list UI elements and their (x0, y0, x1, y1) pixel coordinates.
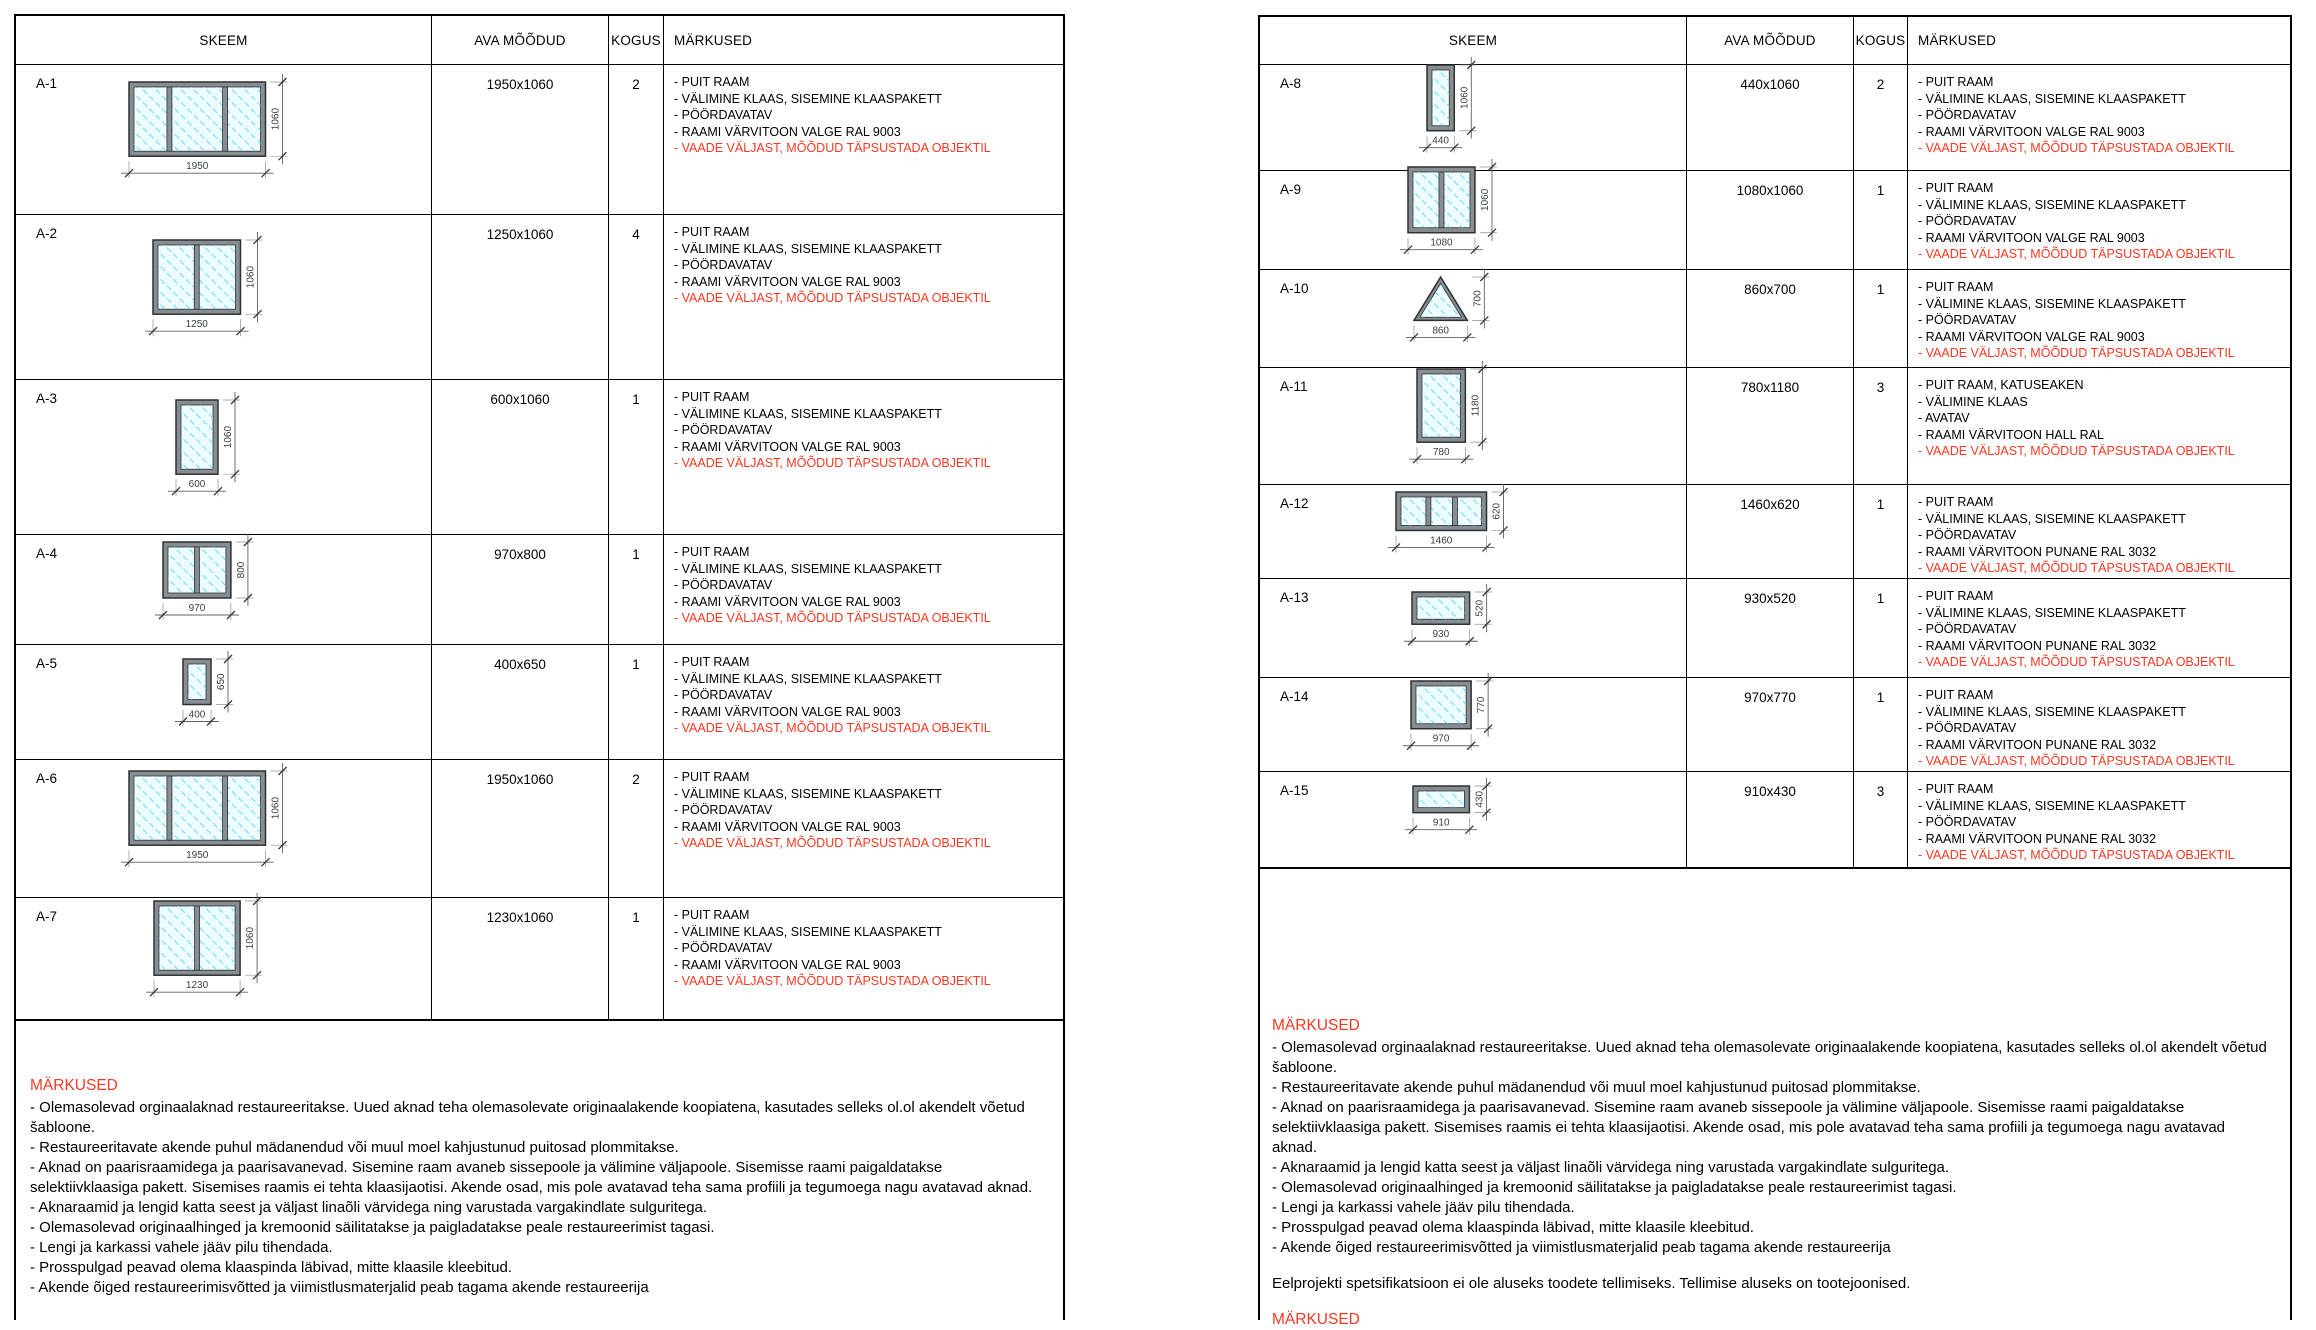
note-line: - PÖÖRDAVATAV (674, 423, 773, 437)
svg-text:770: 770 (1476, 696, 1488, 713)
note-line-red: - VAADE VÄLJAST, MÕÕDUD TÄPSUSTADA OBJEKTIL (1918, 655, 2235, 669)
window-drawing-box (96, 380, 346, 534)
ava-moodud-cell: 1950x1060 (432, 65, 609, 214)
table-row (16, 64, 1063, 214)
markused-cell (1908, 485, 2290, 578)
markused-cell (1908, 65, 2290, 170)
footer-note-item: - Akende õiged restaureerimisvõtted ja viimistlusmaterjalid peab tagama akende restaureerija (30, 1279, 649, 1296)
table-row (1260, 578, 2290, 677)
markused-cell (1908, 368, 2290, 484)
svg-text:650: 650 (216, 673, 227, 691)
note-line-red: - VAADE VÄLJAST, MÕÕDUD TÄPSUSTADA OBJEKTIL (1918, 141, 2235, 155)
footer-notes-title: MÄRKUSED (30, 1077, 118, 1094)
window-drawing (127, 80, 316, 198)
window-schedule-table (1260, 17, 2290, 869)
ava-moodud-cell: 1950x1060 (432, 760, 609, 897)
window-drawing-box (96, 65, 346, 214)
skeem-cell (16, 645, 432, 759)
footer-note-item: - Prosspulgad peavad olema klaaspinda läbivad, mitte klaasile kleebitud. (30, 1259, 512, 1276)
window-id-label: A-10 (1280, 281, 1309, 296)
kogus-cell: 1 (1854, 579, 1908, 677)
window-drawing-box (1340, 772, 1590, 867)
footer-notes-title-2: MÄRKUSED (1272, 1311, 1360, 1328)
footer-note-item: - Aknad on paarisraamidega ja paarisavanevad. Sisemine raam avaneb sissepoole ja välimine väljapoole. Sisemisse raami paigaldatakse selektiivklaasiga pakett. Sisemises raamis ei tehta klaasijaotisi. Akende osad, mis pole avatavad teha sama profiili ja tegumoega nagu avatavad aknad. (30, 1159, 1033, 1196)
table-header-row (16, 16, 1063, 64)
window-drawing (181, 657, 261, 747)
table-row (16, 214, 1063, 379)
kogus-cell: 4 (609, 215, 664, 379)
footer-note-item: - Olemasolevad originaalhinged ja kremoonid säilitatakse ja paigladatakse peale restaureerimist tagasi. (1272, 1179, 1957, 1196)
footer-note-item: - Aknaraamid ja lengid katta seest ja väljast linaõli värvidega ning varustada vargakindlate sulguritega. (1272, 1159, 1950, 1176)
table-row (1260, 484, 2290, 578)
svg-text:620: 620 (1491, 503, 1503, 520)
svg-text:1060: 1060 (223, 425, 234, 449)
note-line: - VÄLIMINE KLAAS, SISEMINE KLAASPAKETT (674, 924, 942, 939)
column-header-markused: MÄRKUSED (1918, 33, 1997, 48)
skeem-cell (1260, 772, 1687, 867)
markused-cell (664, 760, 1063, 897)
svg-text:970: 970 (188, 602, 206, 614)
footer-note-item: - Lengi ja karkassi vahele jääv pilu tihendada. (1272, 1199, 1575, 1216)
markused-cell (1908, 579, 2290, 677)
note-line-red: - VAADE VÄLJAST, MÕÕDUD TÄPSUSTADA OBJEKTIL (1918, 561, 2235, 575)
window-drawing (1411, 784, 1519, 855)
note-line: - PÖÖRDAVATAV (674, 688, 773, 702)
skeem-cell (1260, 485, 1687, 578)
svg-text:930: 930 (1432, 629, 1450, 641)
markused-cell (664, 65, 1063, 214)
window-drawing-box (96, 535, 346, 644)
note-line: - VÄLIMINE KLAAS, SISEMINE KLAASPAKETT (1918, 605, 2186, 620)
table-row (1260, 269, 2290, 367)
footer-note-item: - Restaureeritavate akende puhul mädanendud või muul moel kahjustunud puitosad plommitakse. (30, 1139, 679, 1156)
note-line: - PÖÖRDAVATAV (1918, 721, 2017, 735)
ava-moodud-cell: 930x520 (1687, 579, 1854, 677)
table-row (16, 534, 1063, 644)
note-line: - PÖÖRDAVATAV (674, 578, 773, 592)
skeem-cell (1260, 270, 1687, 367)
column-header-ava: AVA MÕÕDUD (432, 16, 609, 64)
window-id-label: A-13 (1280, 590, 1309, 605)
ava-moodud-cell: 780x1180 (1687, 368, 1854, 484)
note-line-red: - VAADE VÄLJAST, MÕÕDUD TÄPSUSTADA OBJEKTIL (674, 141, 991, 155)
note-line: - RAAMI VÄRVITOON VALGE RAL 9003 (674, 274, 901, 289)
window-drawing (1415, 367, 1515, 484)
svg-text:910: 910 (1432, 817, 1450, 829)
column-header-markused: MÄRKUSED (674, 32, 753, 48)
note-line: - VÄLIMINE KLAAS, SISEMINE KLAASPAKETT (674, 786, 942, 801)
skeem-cell (16, 898, 432, 1019)
note-line: - RAAMI VÄRVITOON VALGE RAL 9003 (674, 704, 901, 719)
note-line: - RAAMI VÄRVITOON VALGE RAL 9003 (674, 819, 901, 834)
ava-moodud-cell: 600x1060 (432, 380, 609, 534)
note-line: - VÄLIMINE KLAAS, SISEMINE KLAASPAKETT (674, 406, 942, 421)
skeem-cell (1260, 171, 1687, 269)
window-drawing-box (1340, 171, 1590, 269)
kogus-cell: 1 (609, 645, 664, 759)
note-line: - PUIT RAAM (674, 545, 750, 559)
table-row (1260, 677, 2290, 771)
footer-notes-items (30, 1098, 1042, 1298)
kogus-cell: 2 (609, 65, 664, 214)
note-line: - RAAMI VÄRVITOON PUNANE RAL 3032 (1918, 544, 2157, 559)
kogus-cell: 1 (609, 535, 664, 644)
window-id-label: A-11 (1280, 379, 1308, 394)
window-id-label: A-15 (1280, 783, 1309, 798)
ava-moodud-cell: 970x770 (1687, 678, 1854, 771)
note-line: - VÄLIMINE KLAAS, SISEMINE KLAASPAKETT (674, 241, 942, 256)
window-drawing-box (96, 215, 346, 379)
ava-moodud-cell: 910x430 (1687, 772, 1854, 867)
note-line: - PÖÖRDAVATAV (1918, 108, 2017, 122)
note-line: - PUIT RAAM (1918, 495, 1994, 509)
window-drawing (1425, 63, 1504, 173)
column-header-kogus: KOGUS (1854, 17, 1908, 64)
table-header-row (1260, 17, 2290, 64)
note-line: - VÄLIMINE KLAAS (1918, 394, 2028, 409)
markused-cell (1908, 772, 2290, 867)
table-row (16, 759, 1063, 897)
kogus-cell: 2 (1854, 65, 1908, 170)
ava-moodud-cell: 1080x1060 (1687, 171, 1854, 269)
window-drawing (1410, 590, 1520, 666)
window-id-label: A-3 (36, 391, 58, 406)
footer-note-item: - Lengi ja karkassi vahele jääv pilu tihendada. (30, 1239, 333, 1256)
window-drawing (152, 899, 290, 1017)
window-drawing-box (96, 760, 346, 897)
skeem-cell (16, 535, 432, 644)
window-id-label: A-2 (36, 226, 58, 241)
kogus-cell: 1 (609, 898, 664, 1019)
skeem-cell (1260, 678, 1687, 771)
ava-moodud-cell: 970x800 (432, 535, 609, 644)
note-line-red: - VAADE VÄLJAST, MÕÕDUD TÄPSUSTADA OBJEKTIL (674, 721, 991, 735)
footer-note-item: - Prosspulgad peavad olema klaaspinda läbivad, mitte klaasile kleebitud. (1272, 1219, 1754, 1236)
note-line: - PUIT RAAM (674, 225, 750, 239)
kogus-cell: 1 (1854, 485, 1908, 578)
window-drawing (161, 540, 281, 640)
kogus-cell: 1 (1854, 270, 1908, 367)
column-header-ava: AVA MÕÕDUD (1687, 17, 1854, 64)
note-line: - PÖÖRDAVATAV (1918, 313, 2017, 327)
note-line: - PÖÖRDAVATAV (674, 108, 773, 122)
window-drawing-box (1340, 485, 1590, 578)
note-line: - VÄLIMINE KLAAS, SISEMINE KLAASPAKETT (1918, 91, 2186, 106)
footer-note-item: - Restaureeritavate akende puhul mädanendud või muul moel kahjustunud puitosad plommitakse. (1272, 1079, 1921, 1096)
skeem-cell (16, 65, 432, 214)
svg-text:970: 970 (1432, 733, 1450, 745)
note-line: - VÄLIMINE KLAAS, SISEMINE KLAASPAKETT (674, 671, 942, 686)
footer-note-item: - Aknaraamid ja lengid katta seest ja väljast linaõli värvidega ning varustada vargakindlate sulguritega. (30, 1199, 708, 1216)
window-drawing (1409, 679, 1521, 771)
note-line: - RAAMI VÄRVITOON PUNANE RAL 3032 (1918, 638, 2157, 653)
note-line: - RAAMI VÄRVITOON VALGE RAL 9003 (674, 439, 901, 454)
footer-notes-right (1272, 1016, 2272, 1330)
window-drawing (1394, 490, 1537, 572)
table-row (1260, 771, 2290, 867)
note-line: - RAAMI VÄRVITOON VALGE RAL 9003 (1918, 230, 2145, 245)
svg-text:1230: 1230 (185, 980, 209, 992)
markused-cell (664, 898, 1063, 1019)
note-line: - PUIT RAAM (1918, 589, 1994, 603)
window-schedule-table (16, 16, 1063, 1021)
window-drawing (1406, 165, 1525, 275)
window-drawing-box (96, 898, 346, 1019)
kogus-cell: 3 (1854, 772, 1908, 867)
svg-text:1250: 1250 (185, 319, 209, 331)
svg-text:1060: 1060 (245, 927, 257, 950)
skeem-cell (16, 215, 432, 379)
svg-text:780: 780 (1432, 447, 1450, 459)
footer-notes-title: MÄRKUSED (1272, 1017, 1360, 1034)
window-id-label: A-5 (36, 656, 58, 671)
note-line: - VÄLIMINE KLAAS, SISEMINE KLAASPAKETT (1918, 197, 2186, 212)
window-drawing (1412, 275, 1517, 362)
window-drawing (127, 769, 316, 887)
note-line: - PÖÖRDAVATAV (1918, 815, 2017, 829)
ava-moodud-cell: 400x650 (432, 645, 609, 759)
note-line: - PUIT RAAM, KATUSEAKEN (1918, 378, 2084, 392)
footer-note-item: - Olemasolevad orginaalaknad restaureeritakse. Uued aknad teha olemasolevate originaalakende koopiatena, kasutades selleks ol.ol akendelt võetud šabloone. (30, 1099, 1025, 1136)
svg-text:700: 700 (1472, 290, 1484, 307)
note-line: - VÄLIMINE KLAAS, SISEMINE KLAASPAKETT (674, 91, 942, 106)
svg-text:520: 520 (1474, 599, 1486, 617)
disclaimer-text: Eelprojekti spetsifikatsioon ei ole aluseks toodete tellimiseks. Tellimise aluseks on tootejoonised. (1272, 1275, 1911, 1292)
note-line: - VÄLIMINE KLAAS, SISEMINE KLAASPAKETT (674, 561, 942, 576)
window-drawing (174, 398, 268, 516)
table-row (16, 897, 1063, 1019)
svg-text:1060: 1060 (1479, 188, 1491, 212)
kogus-cell: 1 (609, 380, 664, 534)
table-row (16, 644, 1063, 759)
note-line-red: - VAADE VÄLJAST, MÕÕDUD TÄPSUSTADA OBJEKTIL (674, 836, 991, 850)
note-line-red: - VAADE VÄLJAST, MÕÕDUD TÄPSUSTADA OBJEKTIL (1918, 848, 2235, 862)
column-header-kogus: KOGUS (609, 16, 664, 64)
footer-notes-left (30, 1076, 1042, 1298)
svg-text:400: 400 (188, 709, 206, 721)
window-drawing-box (96, 645, 346, 759)
note-line: - PUIT RAAM (1918, 181, 1994, 195)
kogus-cell: 2 (609, 760, 664, 897)
column-header-skeem: SKEEM (1260, 17, 1687, 64)
note-line: - VÄLIMINE KLAAS, SISEMINE KLAASPAKETT (1918, 296, 2186, 311)
kogus-cell: 1 (1854, 678, 1908, 771)
window-id-label: A-8 (1280, 76, 1302, 91)
skeem-cell (1260, 65, 1687, 170)
window-id-label: A-14 (1280, 689, 1309, 704)
note-line: - PÖÖRDAVATAV (674, 941, 773, 955)
svg-text:600: 600 (188, 479, 206, 491)
note-line-red: - VAADE VÄLJAST, MÕÕDUD TÄPSUSTADA OBJEKTIL (674, 611, 991, 625)
window-drawing-box (1340, 678, 1590, 771)
note-line: - PÖÖRDAVATAV (1918, 622, 2017, 636)
note-line: - RAAMI VÄRVITOON PUNANE RAL 3032 (1918, 831, 2157, 846)
ava-moodud-cell: 1250x1060 (432, 215, 609, 379)
note-line: - PUIT RAAM (674, 75, 750, 89)
note-line-red: - VAADE VÄLJAST, MÕÕDUD TÄPSUSTADA OBJEKTIL (1918, 754, 2235, 768)
footer-note-item: - Olemasolevad orginaalaknad restaureeritakse. Uued aknad teha olemasolevate originaalakende koopiatena, kasutades selleks ol.ol akendelt võetud šabloone. (1272, 1039, 2267, 1076)
ava-moodud-cell: 1460x620 (1687, 485, 1854, 578)
svg-text:1950: 1950 (185, 850, 209, 862)
markused-cell (1908, 171, 2290, 269)
note-line: - PÖÖRDAVATAV (674, 803, 773, 817)
skeem-cell (1260, 579, 1687, 677)
ava-moodud-cell: 860x700 (1687, 270, 1854, 367)
window-drawing-box (1340, 270, 1590, 367)
table-row (1260, 170, 2290, 269)
note-line: - PÖÖRDAVATAV (1918, 214, 2017, 228)
svg-text:1060: 1060 (1459, 86, 1471, 109)
note-line: - PUIT RAAM (674, 390, 750, 404)
kogus-cell: 1 (1854, 171, 1908, 269)
note-line: - PUIT RAAM (1918, 280, 1994, 294)
window-drawing (151, 238, 291, 356)
note-line: - PUIT RAAM (1918, 782, 1994, 796)
table-row (1260, 367, 2290, 484)
markused-cell (664, 380, 1063, 534)
note-line-red: - VAADE VÄLJAST, MÕÕDUD TÄPSUSTADA OBJEKTIL (674, 974, 991, 988)
note-line: - VÄLIMINE KLAAS, SISEMINE KLAASPAKETT (1918, 798, 2186, 813)
svg-text:430: 430 (1474, 791, 1486, 808)
footer-note-item: - Aknad on paarisraamidega ja paarisavanevad. Sisemine raam avaneb sissepoole ja välimine väljapoole. Sisemisse raami paigaldatakse selektiivklaasiga pakett. Sisemises raamis ei tehta klaasijaotisi. Akende osad, mis pole avatavad teha sama profiili ja tegumoega nagu avatavad aknad. (1272, 1099, 2226, 1156)
note-line-red: - VAADE VÄLJAST, MÕÕDUD TÄPSUSTADA OBJEKTIL (1918, 346, 2235, 360)
window-id-label: A-4 (36, 546, 58, 561)
svg-text:860: 860 (1432, 325, 1450, 337)
note-line: - RAAMI VÄRVITOON PUNANE RAL 3032 (1918, 737, 2157, 752)
note-line: - RAAMI VÄRVITOON VALGE RAL 9003 (674, 124, 901, 139)
note-line-red: - VAADE VÄLJAST, MÕÕDUD TÄPSUSTADA OBJEKTIL (674, 291, 991, 305)
note-line: - PUIT RAAM (1918, 75, 1994, 89)
svg-text:1080: 1080 (1429, 237, 1453, 249)
note-line: - RAAMI VÄRVITOON VALGE RAL 9003 (674, 594, 901, 609)
markused-cell (664, 645, 1063, 759)
markused-cell (664, 215, 1063, 379)
table-row (16, 379, 1063, 534)
svg-text:440: 440 (1432, 135, 1450, 147)
column-header-skeem: SKEEM (16, 16, 432, 64)
note-line-red: - VAADE VÄLJAST, MÕÕDUD TÄPSUSTADA OBJEKTIL (1918, 444, 2235, 458)
note-line: - PUIT RAAM (674, 770, 750, 784)
note-line: - VÄLIMINE KLAAS, SISEMINE KLAASPAKETT (1918, 704, 2186, 719)
skeem-cell (16, 380, 432, 534)
note-line-red: - VAADE VÄLJAST, MÕÕDUD TÄPSUSTADA OBJEKTIL (1918, 247, 2235, 261)
kogus-cell: 3 (1854, 368, 1908, 484)
skeem-cell (1260, 368, 1687, 484)
markused-cell (1908, 270, 2290, 367)
window-drawing-box (1340, 368, 1590, 484)
svg-text:1060: 1060 (245, 265, 257, 289)
window-id-label: A-6 (36, 771, 58, 786)
table-row (1260, 64, 2290, 170)
ava-moodud-cell: 440x1060 (1687, 65, 1854, 170)
ava-moodud-cell: 1230x1060 (432, 898, 609, 1019)
svg-text:1460: 1460 (1429, 535, 1453, 547)
svg-text:1060: 1060 (270, 108, 282, 131)
note-line: - PUIT RAAM (674, 908, 750, 922)
window-id-label: A-9 (1280, 182, 1302, 197)
svg-text:800: 800 (235, 561, 247, 578)
note-line: - AVATAV (1918, 411, 1970, 425)
note-line: - RAAMI VÄRVITOON VALGE RAL 9003 (674, 957, 901, 972)
markused-cell (1908, 678, 2290, 771)
window-id-label: A-1 (36, 76, 58, 91)
note-line: - PÖÖRDAVATAV (674, 258, 773, 272)
window-id-label: A-12 (1280, 496, 1309, 511)
window-id-label: A-7 (36, 909, 58, 924)
window-drawing-box (1340, 65, 1590, 170)
svg-text:1950: 1950 (185, 161, 209, 173)
note-line: - RAAMI VÄRVITOON VALGE RAL 9003 (1918, 124, 2145, 139)
skeem-cell (16, 760, 432, 897)
markused-cell (664, 535, 1063, 644)
note-line: - RAAMI VÄRVITOON VALGE RAL 9003 (1918, 329, 2145, 344)
svg-text:1060: 1060 (270, 797, 282, 820)
note-line: - PUIT RAAM (674, 655, 750, 669)
note-line-red: - VAADE VÄLJAST, MÕÕDUD TÄPSUSTADA OBJEKTIL (674, 456, 991, 470)
footer-notes-items (1272, 1038, 2272, 1258)
footer-note-item: - Akende õiged restaureerimisvõtted ja viimistlusmaterjalid peab tagama akende restaureerija (1272, 1239, 1891, 1256)
note-line: - RAAMI VÄRVITOON HALL RAL (1918, 427, 2104, 442)
window-drawing-box (1340, 579, 1590, 677)
note-line: - PUIT RAAM (1918, 688, 1994, 702)
note-line: - VÄLIMINE KLAAS, SISEMINE KLAASPAKETT (1918, 511, 2186, 526)
note-line: - PÖÖRDAVATAV (1918, 528, 2017, 542)
svg-text:1180: 1180 (1470, 395, 1482, 417)
footer-note-item: - Olemasolevad originaalhinged ja kremoonid säilitatakse ja paigladatakse peale restaureerimist tagasi. (30, 1219, 715, 1236)
